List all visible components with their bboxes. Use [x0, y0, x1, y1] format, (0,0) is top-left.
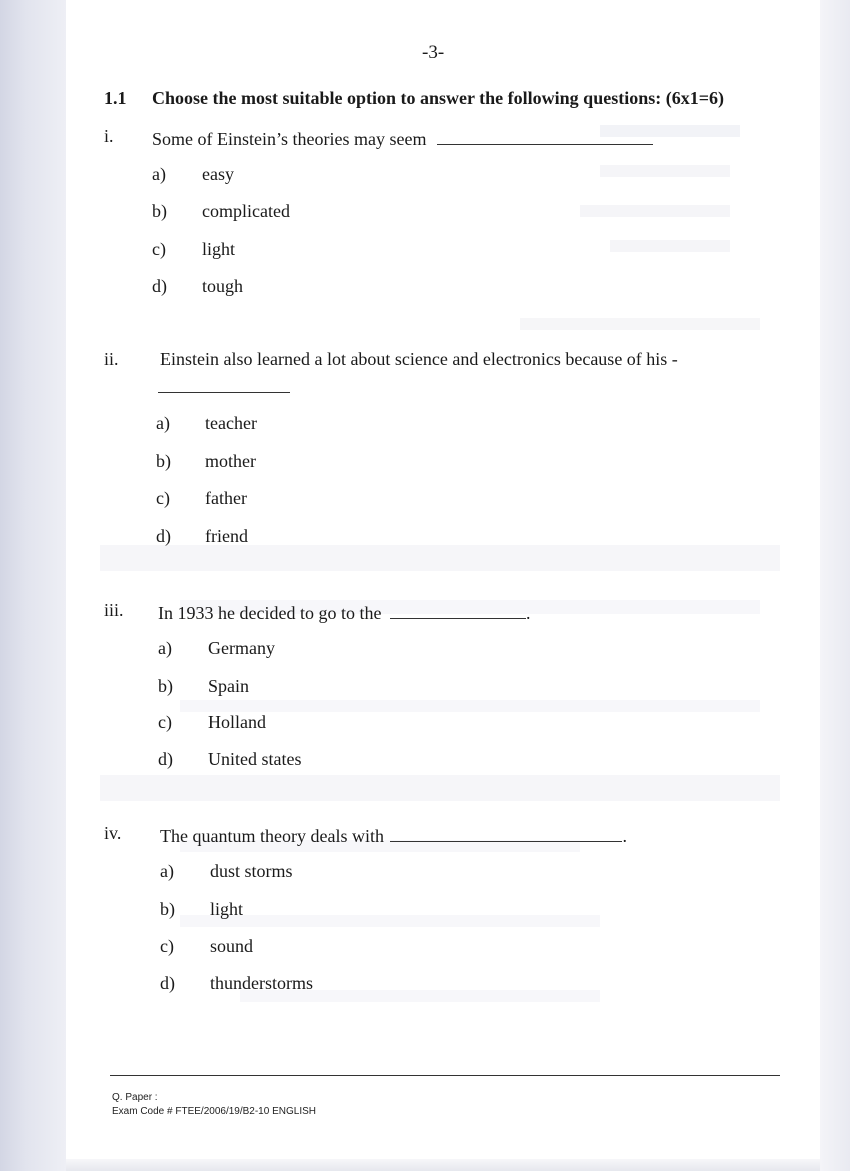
- option-text: mother: [205, 451, 256, 471]
- option-letter: c): [160, 936, 174, 956]
- option-letter: b): [158, 676, 173, 696]
- option-letter: d): [158, 749, 173, 769]
- scan-shadow-bottom: [66, 1159, 820, 1171]
- answer-blank: [390, 823, 622, 842]
- option-letter: c): [152, 239, 166, 259]
- option-letter: c): [158, 712, 172, 732]
- option-letter: b): [156, 451, 171, 471]
- footer-divider: [110, 1075, 780, 1076]
- option-text: tough: [202, 276, 244, 296]
- option-text: United states: [208, 749, 302, 769]
- option-letter: a): [158, 638, 172, 658]
- option-text: Germany: [208, 638, 275, 658]
- question-number: ii.: [104, 349, 119, 369]
- option-text: father: [205, 488, 247, 508]
- option-letter: d): [152, 276, 167, 296]
- option-text: teacher: [205, 413, 257, 433]
- option-letter: a): [160, 861, 174, 881]
- question-number: iv.: [104, 823, 122, 843]
- question-stem: Einstein also learned a lot about science and electronics because of his -: [160, 349, 678, 369]
- question-stem: The quantum theory deals with .: [160, 823, 627, 847]
- section-heading: Choose the most suitable option to answer the following questions: (6x1=6): [152, 88, 724, 108]
- option-text: light: [202, 239, 236, 259]
- option-text: sound: [210, 936, 254, 956]
- answer-blank: [158, 392, 290, 393]
- question-number: iii.: [104, 600, 124, 620]
- footer-exam-code: Exam Code # FTEE/2006/19/B2-10 ENGLISH: [112, 1106, 316, 1117]
- question-number: i.: [104, 126, 114, 146]
- option-letter: d): [160, 973, 175, 993]
- scan-shadow-right: [820, 0, 850, 1171]
- option-letter: b): [160, 899, 175, 919]
- option-text: complicated: [202, 201, 290, 221]
- option-text: friend: [205, 526, 248, 546]
- footer-paper-label: Q. Paper :: [112, 1092, 158, 1103]
- question-stem: Some of Einstein’s theories may seem: [152, 126, 653, 150]
- option-letter: b): [152, 201, 167, 221]
- option-text: easy: [202, 164, 234, 184]
- answer-blank: [390, 600, 526, 619]
- option-text: Spain: [208, 676, 250, 696]
- option-letter: a): [156, 413, 170, 433]
- option-text: light: [210, 899, 244, 919]
- option-letter: d): [156, 526, 171, 546]
- option-text: dust storms: [210, 861, 293, 881]
- option-letter: a): [152, 164, 166, 184]
- page-number: -3-: [422, 42, 445, 63]
- option-letter: c): [156, 488, 170, 508]
- question-stem: In 1933 he decided to go to the .: [158, 600, 530, 624]
- section-number: 1.1: [104, 88, 127, 108]
- answer-blank: [437, 126, 653, 145]
- option-text: Holland: [208, 712, 266, 732]
- option-text: thunderstorms: [210, 973, 313, 993]
- scan-shadow-left: [0, 0, 66, 1171]
